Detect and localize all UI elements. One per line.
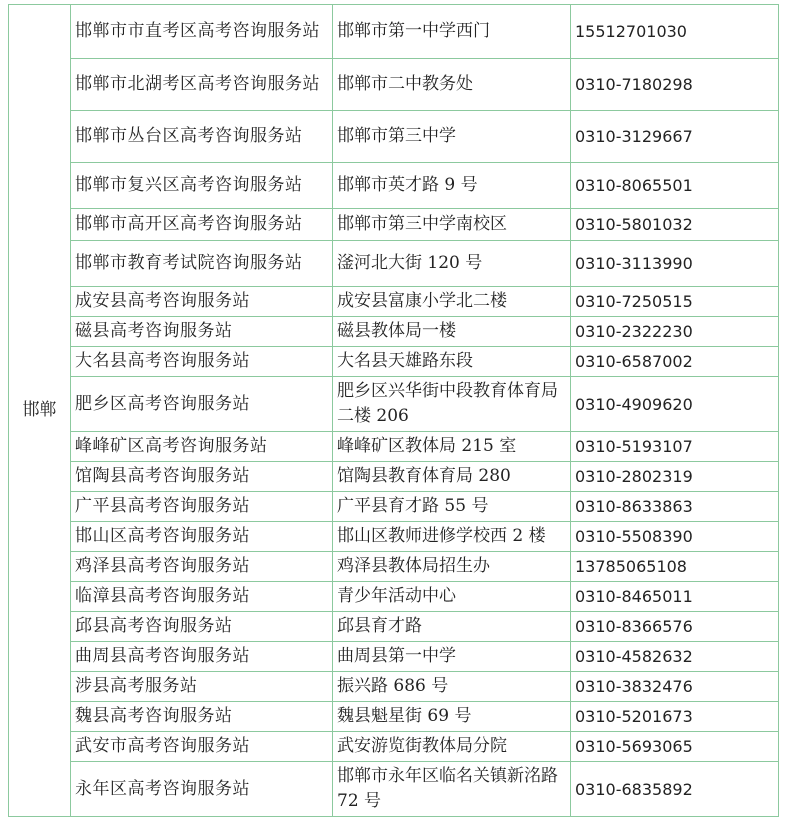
station-name-cell: 邯郸市市直考区高考咨询服务站 <box>71 5 333 59</box>
phone-cell: 0310-8065501 <box>571 163 779 209</box>
address-cell: 邯郸市英才路 9 号 <box>333 163 571 209</box>
address-cell: 滏河北大街 120 号 <box>333 241 571 287</box>
station-name-cell: 邱县高考咨询服务站 <box>71 612 333 642</box>
consultation-station-table <box>8 4 779 817</box>
station-name-cell: 磁县高考咨询服务站 <box>71 317 333 347</box>
phone-cell: 0310-8465011 <box>571 582 779 612</box>
address-cell: 成安县富康小学北二楼 <box>333 287 571 317</box>
phone-cell: 0310-3113990 <box>571 241 779 287</box>
table-row <box>9 672 779 702</box>
phone-cell: 0310-4909620 <box>571 377 779 432</box>
phone-cell: 0310-5201673 <box>571 702 779 732</box>
table-row <box>9 492 779 522</box>
address-cell: 馆陶县教育体育局 280 <box>333 462 571 492</box>
phone-cell: 0310-2322230 <box>571 317 779 347</box>
phone-cell: 0310-5193107 <box>571 432 779 462</box>
address-cell: 邯郸市第三中学 <box>333 111 571 163</box>
address-cell: 邯郸市第三中学南校区 <box>333 209 571 241</box>
station-name-cell: 广平县高考咨询服务站 <box>71 492 333 522</box>
table-row <box>9 582 779 612</box>
table-row <box>9 5 779 59</box>
table-row <box>9 377 779 432</box>
station-name-cell: 邯郸市复兴区高考咨询服务站 <box>71 163 333 209</box>
phone-cell: 0310-5508390 <box>571 522 779 552</box>
table-row <box>9 287 779 317</box>
table-row <box>9 317 779 347</box>
city-cell: 邯郸 <box>9 5 71 817</box>
phone-cell: 0310-2802319 <box>571 462 779 492</box>
station-name-cell: 曲周县高考咨询服务站 <box>71 642 333 672</box>
address-cell: 大名县天雄路东段 <box>333 347 571 377</box>
address-cell: 邱县育才路 <box>333 612 571 642</box>
phone-cell: 0310-7180298 <box>571 59 779 111</box>
address-cell: 鸡泽县教体局招生办 <box>333 552 571 582</box>
table-row <box>9 241 779 287</box>
address-cell: 峰峰矿区教体局 215 室 <box>333 432 571 462</box>
station-name-cell: 邯郸市北湖考区高考咨询服务站 <box>71 59 333 111</box>
phone-cell: 0310-8366576 <box>571 612 779 642</box>
address-cell: 广平县育才路 55 号 <box>333 492 571 522</box>
station-name-cell: 邯山区高考咨询服务站 <box>71 522 333 552</box>
phone-cell: 13785065108 <box>571 552 779 582</box>
address-cell: 邯郸市永年区临名关镇新洺路 72 号 <box>333 762 571 817</box>
phone-cell: 0310-4582632 <box>571 642 779 672</box>
table-row <box>9 552 779 582</box>
station-name-cell: 成安县高考咨询服务站 <box>71 287 333 317</box>
address-cell: 振兴路 686 号 <box>333 672 571 702</box>
table-row <box>9 111 779 163</box>
station-name-cell: 武安市高考咨询服务站 <box>71 732 333 762</box>
station-name-cell: 魏县高考咨询服务站 <box>71 702 333 732</box>
station-name-cell: 馆陶县高考咨询服务站 <box>71 462 333 492</box>
station-name-cell: 永年区高考咨询服务站 <box>71 762 333 817</box>
table-row <box>9 702 779 732</box>
station-name-cell: 涉县高考服务站 <box>71 672 333 702</box>
table-row <box>9 347 779 377</box>
station-name-cell: 肥乡区高考咨询服务站 <box>71 377 333 432</box>
table-row <box>9 762 779 817</box>
station-name-cell: 邯郸市教育考试院咨询服务站 <box>71 241 333 287</box>
address-cell: 邯郸市二中教务处 <box>333 59 571 111</box>
address-cell: 肥乡区兴华街中段教育体育局二楼 206 <box>333 377 571 432</box>
station-name-cell: 鸡泽县高考咨询服务站 <box>71 552 333 582</box>
table-row <box>9 59 779 111</box>
address-cell: 曲周县第一中学 <box>333 642 571 672</box>
table-row <box>9 432 779 462</box>
station-name-cell: 峰峰矿区高考咨询服务站 <box>71 432 333 462</box>
address-cell: 邯郸市第一中学西门 <box>333 5 571 59</box>
address-cell: 武安游览街教体局分院 <box>333 732 571 762</box>
table-row <box>9 732 779 762</box>
phone-cell: 0310-3832476 <box>571 672 779 702</box>
address-cell: 邯山区教师进修学校西 2 楼 <box>333 522 571 552</box>
table-row <box>9 163 779 209</box>
address-cell: 魏县魁星街 69 号 <box>333 702 571 732</box>
table-row <box>9 522 779 552</box>
phone-cell: 15512701030 <box>571 5 779 59</box>
station-name-cell: 大名县高考咨询服务站 <box>71 347 333 377</box>
phone-cell: 0310-3129667 <box>571 111 779 163</box>
station-name-cell: 邯郸市高开区高考咨询服务站 <box>71 209 333 241</box>
phone-cell: 0310-5693065 <box>571 732 779 762</box>
phone-cell: 0310-7250515 <box>571 287 779 317</box>
phone-cell: 0310-6835892 <box>571 762 779 817</box>
phone-cell: 0310-6587002 <box>571 347 779 377</box>
table-row <box>9 642 779 672</box>
station-name-cell: 邯郸市丛台区高考咨询服务站 <box>71 111 333 163</box>
table-body <box>9 5 779 817</box>
table-row <box>9 209 779 241</box>
address-cell: 磁县教体局一楼 <box>333 317 571 347</box>
table-row <box>9 462 779 492</box>
station-name-cell: 临漳县高考咨询服务站 <box>71 582 333 612</box>
phone-cell: 0310-8633863 <box>571 492 779 522</box>
table-row <box>9 612 779 642</box>
address-cell: 青少年活动中心 <box>333 582 571 612</box>
phone-cell: 0310-5801032 <box>571 209 779 241</box>
